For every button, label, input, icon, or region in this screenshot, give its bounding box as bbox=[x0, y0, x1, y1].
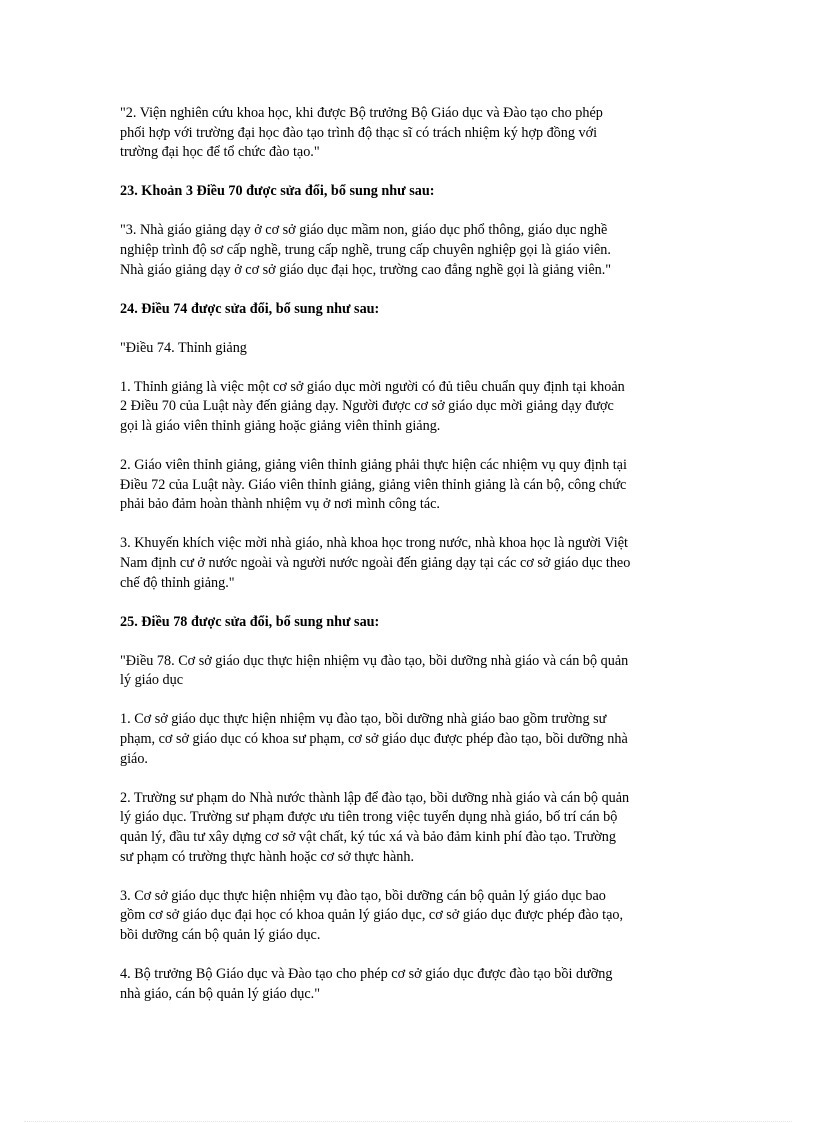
paragraph bbox=[120, 710, 700, 769]
text-line: 4. Bộ trưởng Bộ Giáo dục và Đào tạo cho phép cơ sở giáo dục được đào tạo bồi dưỡng bbox=[120, 965, 613, 982]
text-line: "2. Viện nghiên cứu khoa học, khi được Bộ trưởng Bộ Giáo dục và Đào tạo cho phép bbox=[120, 105, 603, 121]
text-line: 2. Giáo viên thỉnh giảng, giảng viên thỉnh giảng phải thực hiện các nhiệm vụ quy định tại bbox=[120, 457, 627, 474]
paragraph bbox=[120, 378, 700, 437]
text-line: 25. Điều 78 được sửa đổi, bổ sung như sau: bbox=[120, 613, 380, 630]
section-heading bbox=[120, 300, 700, 320]
text-line: 3. Khuyến khích việc mời nhà giáo, nhà khoa học trong nước, nhà khoa học là người Việt bbox=[120, 535, 628, 552]
text-line: chế độ thỉnh giảng." bbox=[120, 574, 235, 591]
paragraph bbox=[120, 887, 700, 946]
text-line: gồm cơ sở giáo dục đại học có khoa quản lý giáo dục, cơ sở giáo dục được phép đào tạo, bbox=[120, 907, 624, 924]
paragraph bbox=[120, 789, 700, 867]
text-line: phạm, cơ sở giáo dục có khoa sư phạm, cơ sở giáo dục được phép đào tạo, bồi dưỡng nhà bbox=[120, 731, 628, 748]
text-line: 3. Cơ sở giáo dục thực hiện nhiệm vụ đào tạo, bồi dưỡng cán bộ quản lý giáo dục bao bbox=[120, 887, 606, 904]
text-line: Nam định cư ở nước ngoài và người nước ngoài đến giảng dạy tại các cơ sở giáo dục theo bbox=[120, 555, 631, 571]
section-heading bbox=[120, 182, 700, 202]
text-line: 24. Điều 74 được sửa đổi, bổ sung như sau: bbox=[120, 300, 380, 317]
text-line: 2 Điều 70 của Luật này đến giảng dạy. Người được cơ sở giáo dục mời giảng dạy được bbox=[120, 398, 614, 415]
paragraph bbox=[120, 652, 700, 691]
text-line: gọi là giáo viên thỉnh giảng hoặc giảng viên thỉnh giảng. bbox=[120, 418, 441, 435]
text-line: "Điều 78. Cơ sở giáo dục thực hiện nhiệm vụ đào tạo, bồi dưỡng nhà giáo và cán bộ quản bbox=[120, 652, 629, 669]
text-line: nhà giáo, cán bộ quản lý giáo dục." bbox=[120, 985, 321, 1002]
section-heading bbox=[120, 613, 700, 633]
text-line: sư phạm có trường thực hành hoặc cơ sở thực hành. bbox=[120, 848, 414, 865]
text-line: "Điều 74. Thỉnh giảng bbox=[120, 339, 247, 356]
text-line: "3. Nhà giáo giảng dạy ở cơ sở giáo dục mầm non, giáo dục phổ thông, giáo dục nghề bbox=[120, 222, 608, 239]
text-line: giáo. bbox=[120, 750, 148, 767]
text-line: phải bảo đảm hoàn thành nhiệm vụ ở nơi mình công tác. bbox=[120, 496, 440, 513]
paragraph bbox=[120, 965, 700, 1004]
text-line: 1. Cơ sở giáo dục thực hiện nhiệm vụ đào tạo, bồi dưỡng nhà giáo bao gồm trường sư bbox=[120, 711, 607, 728]
text-line: nghiệp trình độ sơ cấp nghề, trung cấp nghề, trung cấp chuyên nghiệp gọi là giáo viên. bbox=[120, 241, 611, 258]
paragraph bbox=[120, 221, 700, 280]
text-line: 23. Khoản 3 Điều 70 được sửa đổi, bổ sung như sau: bbox=[120, 183, 435, 200]
page-bottom-divider bbox=[24, 1121, 792, 1122]
text-line: trường đại học để tổ chức đào tạo." bbox=[120, 144, 320, 161]
text-line: Nhà giáo giảng dạy ở cơ sở giáo dục đại học, trường cao đẳng nghề gọi là giảng viên." bbox=[120, 261, 612, 278]
text-line: bồi dưỡng cán bộ quản lý giáo dục. bbox=[120, 926, 321, 943]
text-line: phối hợp với trường đại học đào tạo trình độ thạc sĩ có trách nhiệm ký hợp đồng với bbox=[120, 124, 598, 141]
paragraph bbox=[120, 456, 700, 515]
text-line: Điều 72 của Luật này. Giáo viên thỉnh giảng, giảng viên thỉnh giảng là cán bộ, công chức bbox=[120, 476, 627, 493]
paragraph bbox=[120, 104, 700, 163]
document-page bbox=[120, 104, 700, 1024]
text-line: 1. Thỉnh giảng là việc một cơ sở giáo dục mời người có đủ tiêu chuẩn quy định tại khoản bbox=[120, 378, 625, 395]
text-line: lý giáo dục bbox=[120, 672, 184, 689]
text-line: 2. Trường sư phạm do Nhà nước thành lập để đào tạo, bồi dưỡng nhà giáo và cán bộ quản bbox=[120, 789, 630, 806]
text-line: lý giáo dục. Trường sư phạm được ưu tiên trong việc tuyển dụng nhà giáo, bố trí cán bộ bbox=[120, 809, 618, 826]
paragraph bbox=[120, 534, 700, 593]
text-line: quản lý, đầu tư xây dựng cơ sở vật chất, ký túc xá và bảo đảm kinh phí đào tạo. Trường bbox=[120, 828, 616, 845]
paragraph bbox=[120, 339, 700, 359]
